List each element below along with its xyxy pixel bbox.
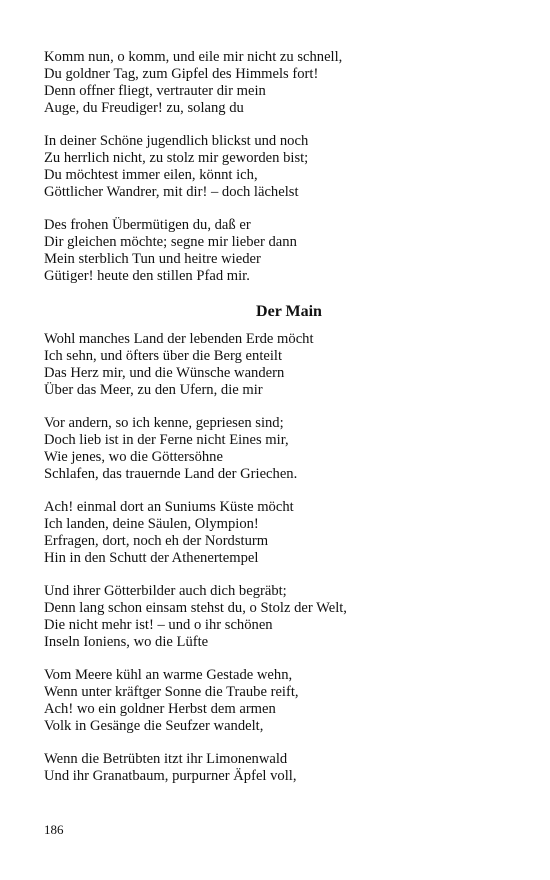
verse-line: Gütiger! heute den stillen Pfad mir. xyxy=(44,268,250,284)
verse-line: Ich landen, deine Säulen, Olympion! xyxy=(44,516,259,532)
stanza xyxy=(44,415,514,483)
verse-line: Doch lieb ist in der Ferne nicht Eines mir, xyxy=(44,432,289,448)
verse-line: Und ihr Granatbaum, purpurner Äpfel voll, xyxy=(44,768,297,784)
stanza xyxy=(44,133,514,201)
verse-line: Komm nun, o komm, und eile mir nicht zu schnell, xyxy=(44,49,343,65)
page-content xyxy=(44,49,514,801)
stanza xyxy=(44,49,514,117)
verse-line: Volk in Gesänge die Seufzer wandelt, xyxy=(44,718,264,734)
verse-line: Wenn die Betrübten itzt ihr Limonenwald xyxy=(44,751,288,767)
verse-line: Ach! einmal dort an Suniums Küste möcht xyxy=(44,499,294,515)
verse-line: Denn lang schon einsam stehst du, o Stolz der Welt, xyxy=(44,600,347,616)
verse-line: Inseln Ioniens, wo die Lüfte xyxy=(44,634,209,650)
verse-line: Hin in den Schutt der Athenertempel xyxy=(44,550,259,566)
verse-line: Wenn unter kräftger Sonne die Traube reift, xyxy=(44,684,299,700)
verse-line: Vor andern, so ich kenne, gepriesen sind; xyxy=(44,415,284,431)
stanza xyxy=(44,499,514,567)
verse-line: Denn offner fliegt, vertrauter dir mein xyxy=(44,83,266,99)
verse-line: Wohl manches Land der lebenden Erde möcht xyxy=(44,331,314,347)
verse-line: Du möchtest immer eilen, könnt ich, xyxy=(44,167,258,183)
stanza xyxy=(44,331,514,399)
verse-line: Vom Meere kühl an warme Gestade wehn, xyxy=(44,667,293,683)
verse-line: Erfragen, dort, noch eh der Nordsturm xyxy=(44,533,269,549)
stanza xyxy=(44,583,514,651)
verse-line: Und ihrer Götterbilder auch dich begräbt; xyxy=(44,583,287,599)
verse-line: Du goldner Tag, zum Gipfel des Himmels fort! xyxy=(44,66,319,82)
verse-line: Wie jenes, wo die Göttersöhne xyxy=(44,449,223,465)
verse-line: Über das Meer, zu den Ufern, die mir xyxy=(44,382,263,398)
stanza xyxy=(44,751,514,785)
verse-line: Ach! wo ein goldner Herbst dem armen xyxy=(44,701,276,717)
verse-line: Göttlicher Wandrer, mit dir! – doch lächelst xyxy=(44,184,299,200)
verse-line: Des frohen Übermütigen du, daß er xyxy=(44,217,251,233)
verse-line: Auge, du Freudiger! zu, solang du xyxy=(44,100,244,116)
verse-line: Dir gleichen möchte; segne mir lieber dann xyxy=(44,234,297,250)
poem-der-main xyxy=(44,331,514,785)
stanza xyxy=(44,667,514,735)
poem-ending xyxy=(44,49,514,285)
verse-line: Die nicht mehr ist! – und o ihr schönen xyxy=(44,617,273,633)
page-number: 186 xyxy=(44,822,64,837)
verse-line: Mein sterblich Tun und heitre wieder xyxy=(44,251,261,267)
stanza xyxy=(44,217,514,285)
verse-line: Zu herrlich nicht, zu stolz mir geworden bist; xyxy=(44,150,309,166)
verse-line: Schlafen, das trauernde Land der Griechen. xyxy=(44,466,298,482)
poem-title: Der Main xyxy=(256,303,322,320)
verse-line: Das Herz mir, und die Wünsche wandern xyxy=(44,365,285,381)
verse-line: In deiner Schöne jugendlich blickst und noch xyxy=(44,133,309,149)
verse-line: Ich sehn, und öfters über die Berg enteilt xyxy=(44,348,283,364)
